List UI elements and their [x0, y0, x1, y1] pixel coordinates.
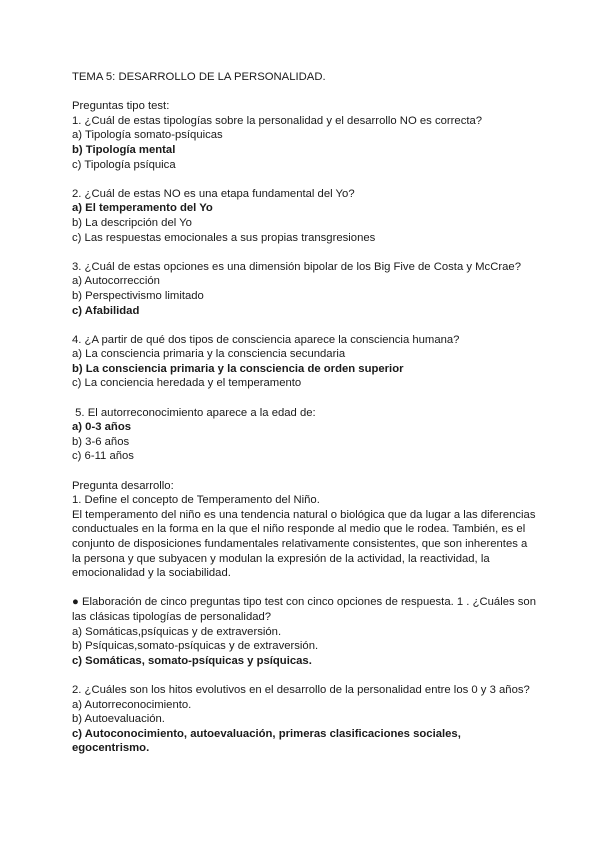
- option-b: b) 3-6 años: [72, 435, 130, 448]
- option-b: b) Perspectivismo limitado: [72, 289, 204, 302]
- spacer: [72, 581, 542, 596]
- spacer: [72, 318, 542, 333]
- essay-answer-line: conjunto de disposiciones fundamentales relativamente consistentes, que son inherentes a: [72, 538, 528, 550]
- test-question-3: [72, 260, 542, 318]
- option-b: b) La descripción del Yo: [72, 216, 192, 229]
- spacer: [72, 668, 542, 683]
- essay-answer-line: El temperamento del niño es una tendencia natural o biológica que da lugar a las diferencias: [72, 508, 536, 521]
- document-content: [72, 70, 542, 756]
- option-a: a) Somáticas,psíquicas y de extraversión.: [72, 625, 282, 638]
- question-text: 2. ¿Cuáles son los hitos evolutivos en el desarrollo de la personalidad entre los 0 y 3 años?: [72, 683, 530, 696]
- option-c: c) Las respuestas emocionales a sus propias transgresiones: [72, 231, 376, 244]
- spacer: [72, 464, 542, 479]
- spacer: [72, 172, 542, 187]
- test-question-5: [72, 406, 542, 464]
- essay-answer-line: la persona y que subyacen y modulan la expresión de la actividad, la reactividad, la: [72, 552, 490, 565]
- option-c-correct: c) Autoconocimiento, autoevaluación, primeras clasificaciones sociales,: [72, 727, 461, 740]
- question-text: 1. ¿Cuál de estas tipologías sobre la personalidad y el desarrollo NO es correcta?: [72, 114, 483, 127]
- elaboration-intro-line: las clásicas tipologías de personalidad?: [72, 610, 272, 623]
- test-question-2: [72, 187, 542, 245]
- option-a: a) Autocorrección: [72, 275, 160, 288]
- question-text: 2. ¿Cuál de estas NO es una etapa fundamental del Yo?: [72, 187, 355, 200]
- option-b-correct: b) Tipología mental: [72, 143, 176, 156]
- option-c: c) La conciencia heredada y el temperamento: [72, 377, 302, 390]
- option-c-correct: c) Somáticas, somato-psíquicas y psíquicas.: [72, 654, 312, 667]
- option-a: a) Autorreconocimiento.: [72, 698, 192, 711]
- question-text: 3. ¿Cuál de estas opciones es una dimensión bipolar de los Big Five de Costa y McCrae?: [72, 260, 521, 273]
- essay-question: 1. Define el concepto de Temperamento del Niño.: [72, 494, 320, 507]
- option-b: b) Psíquicas,somato-psíquicas y de extraversión.: [72, 640, 319, 653]
- elaboration-intro-line: ● Elaboración de cinco preguntas tipo test con cinco opciones de respuesta. 1 . ¿Cuáles son: [72, 596, 536, 609]
- essay-heading: Pregunta desarrollo:: [72, 479, 174, 492]
- spacer: [72, 85, 542, 100]
- option-a-correct: a) El temperamento del Yo: [72, 202, 213, 215]
- option-c: c) 6-11 años: [72, 450, 134, 463]
- option-b-correct: b) La consciencia primaria y la consciencia de orden superior: [72, 362, 404, 375]
- document-title: TEMA 5: DESARROLLO DE LA PERSONALIDAD.: [72, 71, 326, 83]
- spacer: [72, 245, 542, 260]
- essay-answer-line: conductuales en la forma en la que el niño responde al medio que le rodea. También, es el: [72, 523, 526, 536]
- question-text: 5. El autorreconocimiento aparece a la edad de:: [72, 406, 316, 419]
- option-b: b) Autoevaluación.: [72, 713, 165, 726]
- essay-section: [72, 479, 542, 581]
- option-a-correct: a) 0-3 años: [72, 421, 132, 434]
- spacer: [72, 391, 542, 406]
- test-heading: Preguntas tipo test:: [72, 100, 170, 113]
- essay-answer-line: emocionalidad y la sociabilidad.: [72, 567, 231, 580]
- option-c-correct-continued: egocentrismo.: [72, 742, 150, 755]
- option-a: a) La consciencia primaria y la consciencia secundaria: [72, 348, 346, 361]
- option-c: c) Tipología psíquica: [72, 158, 176, 171]
- elaboration-section: [72, 595, 542, 756]
- question-text: 4. ¿A partir de qué dos tipos de consciencia aparece la consciencia humana?: [72, 333, 460, 346]
- test-question-4: [72, 333, 542, 391]
- option-a: a) Tipología somato-psíquicas: [72, 129, 223, 142]
- test-question-1: [72, 114, 542, 172]
- option-c-correct: c) Afabilidad: [72, 304, 140, 317]
